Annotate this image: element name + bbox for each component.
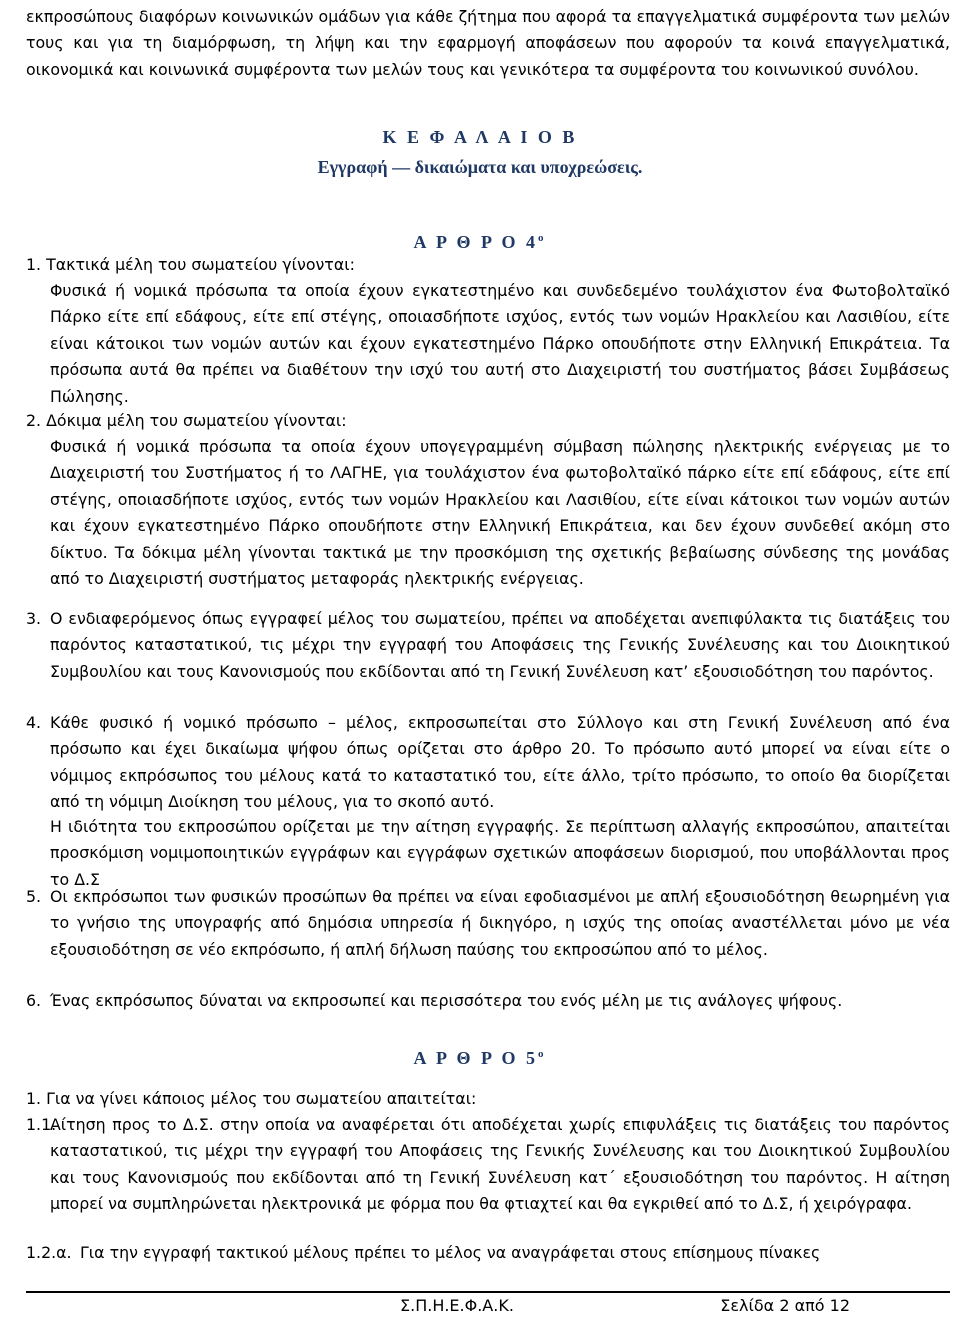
article-4-p2-text: Φυσικά ή νομικά πρόσωπα τα οποία έχουν υπογεγραμμένη σύμβαση πώλησης ηλεκτρικής ενέργειας με το Διαχειριστή του Συστήματος ή το ΛΑΓΗΕ, για τουλάχιστον ένα φωτοβολταϊκό πάρκο είτε επί εδάφους, είτε επί στέγης, οποιασδήποτε ισχύος, εντός των νομών Ηρακλείου και Λασιθίου, είτε είναι κάτοικοι των νομών αυτών και έχουν εγκατεστημένο Πάρκο οπουδήποτε στην Ελληνική Επικράτεια, και δεν έχουν συνδεθεί ακόμη στο δίκτυο. Τα δόκιμα μέλη γίνονται τακτικά με την προσκόμιση της σχετικής βεβαίωσης σύνδεσης της μονάδας από το Διαχειριστή συστήματος μεταφοράς ηλεκτρικής ενέργειας. bbox=[50, 437, 950, 589]
article-5-p1: 1. Για να γίνει κάποιος μέλος του σωματείου απαιτείται: bbox=[26, 1089, 477, 1108]
intro-line-2: συμφέροντα των μελών τους και για τη διαμόρφωση, τη λήψη και την εφαρμογή αποφάσεων που bbox=[26, 7, 950, 53]
article-4-p5-num: 5. bbox=[26, 887, 42, 906]
footer-left: Σ.Π.Η.Ε.Φ.Α.Κ. bbox=[400, 1296, 514, 1315]
article-4-p3-num: 3. bbox=[26, 609, 42, 628]
article-4-p4-num: 4. bbox=[26, 713, 42, 732]
intro-paragraph bbox=[26, 4, 950, 83]
article-5-p11-text: Αίτηση προς το Δ.Σ. στην οποία να αναφέρεται ότι αποδέχεται χωρίς επιφυλάξεις τις διατάξεις του παρόντος καταστατικού, τις μέχρι την εγγραφή του Αποφάσεις της Γενικής Συνέλευσης και του Διοικητικού Συμβουλίου και τους Κανονισμούς που εκδίδονται από τη Γενική Συνέλευση κατ΄ εξουσιοδότηση του παρόντος. Η αίτηση μπορεί να συμπληρώνεται ηλεκτρονικά με φόρμα που θα φτιαχτεί και θα εγκριθεί από το Δ.Σ, ή χειρόγραφα. bbox=[50, 1115, 950, 1214]
article-5-heading-text: Α Ρ Θ Ρ Ο 5 bbox=[413, 1048, 538, 1068]
article-4-p6-num: 6. bbox=[26, 991, 42, 1010]
chapter-subtitle: Εγγραφή — δικαιώματα και υποχρεώσεις. bbox=[317, 157, 643, 177]
intro-line-4: γενικότερα τα συμφέροντα του κοινωνικού συνόλου. bbox=[499, 59, 919, 79]
article-4-heading-sup: ο bbox=[538, 232, 547, 244]
article-4-p1-text: Φυσικά ή νομικά πρόσωπα τα οποία έχουν εγκατεστημένο και συνδεδεμένο τουλάχιστον ένα Φωτοβολταϊκό Πάρκο είτε επί εδάφους, είτε επί στέγης, οποιασδήποτε ισχύος, εντός των νομών Ηρακλείου και Λασιθίου, είτε είναι κάτοικοι των νομών αυτών και έχουν εγκατεστημένο Πάρκο οπουδήποτε στην Ελληνική Επικράτεια. Τα πρόσωπα αυτά θα πρέπει να διαθέτουν την ισχύ του αυτή στο Διαχειριστή του συστήματος βάσει Συμβάσεως Πώλησης. bbox=[50, 281, 950, 406]
article-4-p4-text: Κάθε φυσικό ή νομικό πρόσωπο – μέλος, εκπροσωπείται στο Σύλλογο και στη Γενική Συνέλευση από ένα πρόσωπο και έχει δικαίωμα ψήφου όπως ορίζεται στο άρθρο 20. Το πρόσωπο αυτό μπορεί να είναι είτε ο νόμιμος εκπρόσωπος του μέλους κατά το καταστατικό του, είτε άλλο, τρίτο πρόσωπο, το οποίο θα διορίζεται από τη νόμιμη Διοίκηση του μέλους, για το σκοπό αυτό. bbox=[50, 713, 950, 812]
intro-line-1: εκπροσώπους διαφόρων κοινωνικών ομάδων για κάθε ζήτημα που αφορά τα επαγγελματικά bbox=[26, 7, 757, 26]
article-5-p12-text: Για την εγγραφή τακτικού μέλους πρέπει το μέλος να αναγράφεται στους επίσημους πίνακες bbox=[80, 1243, 821, 1262]
article-4-p2-title: 2. Δόκιμα μέλη του σωματείου γίνονται: bbox=[26, 411, 347, 430]
article-4-p5-text: Οι εκπρόσωποι των φυσικών προσώπων θα πρέπει να είναι εφοδιασμένοι με απλή εξουσιοδότηση θεωρημένη για το γνήσιο της υπογραφής από δημόσια υπηρεσία ή δικηγόρο, η ισχύς της οποίας αναστέλλεται μόνο με νέα εξουσιοδότηση σε νέο εκπρόσωπο, ή απλή δήλωση παύσης του εκπροσώπου από το μέλος. bbox=[50, 887, 950, 959]
article-5-heading-sup: ο bbox=[538, 1048, 547, 1060]
footer-page-number: Σελίδα 2 από 12 bbox=[720, 1296, 850, 1315]
article-5-p11-num: 1.1. bbox=[26, 1115, 57, 1134]
article-4-heading-text: Α Ρ Θ Ρ Ο 4 bbox=[413, 232, 538, 252]
chapter-title: Κ Ε Φ Α Λ Α Ι Ο Β bbox=[382, 127, 578, 147]
article-4-p6-text: Ένας εκπρόσωπος δύναται να εκπροσωπεί και περισσότερα του ενός μέλη με τις ανάλογες ψήφους. bbox=[50, 991, 843, 1010]
intro-line-3: αφορούν τα κοινά επαγγελματικά, οικονομικά και κοινωνικά συμφέροντα των μελών τους και bbox=[26, 33, 950, 79]
article-4-p4b-text: Η ιδιότητα του εκπροσώπου ορίζεται με την αίτηση εγγραφής. Σε περίπτωση αλλαγής εκπροσώπου, απαιτείται προσκόμιση νομιμοποιητικών εγγράφων και εγγράφων σχετικών αποφάσεων διορισμού, που υποβάλλονται προς το Δ.Σ bbox=[50, 817, 950, 889]
article-5-p12-num: 1.2.α. bbox=[26, 1243, 72, 1262]
footer-divider bbox=[26, 1291, 950, 1293]
article-4-p1-title: 1. Τακτικά μέλη του σωματείου γίνονται: bbox=[26, 255, 355, 274]
article-5-heading bbox=[0, 1040, 960, 1072]
article-4-p3-text: Ο ενδιαφερόμενος όπως εγγραφεί μέλος του σωματείου, πρέπει να αποδέχεται ανεπιφύλακτα τις διατάξεις του παρόντος καταστατικού, τις μέχρι την εγγραφή του Αποφάσεις της Γενικής Συνέλευσης και του Διοικητικού Συμβουλίου και τους Κανονισμούς που εκδίδονται από τη Γενική Συνέλευση κατ’ εξουσιοδότηση του παρόντος. bbox=[50, 609, 950, 681]
